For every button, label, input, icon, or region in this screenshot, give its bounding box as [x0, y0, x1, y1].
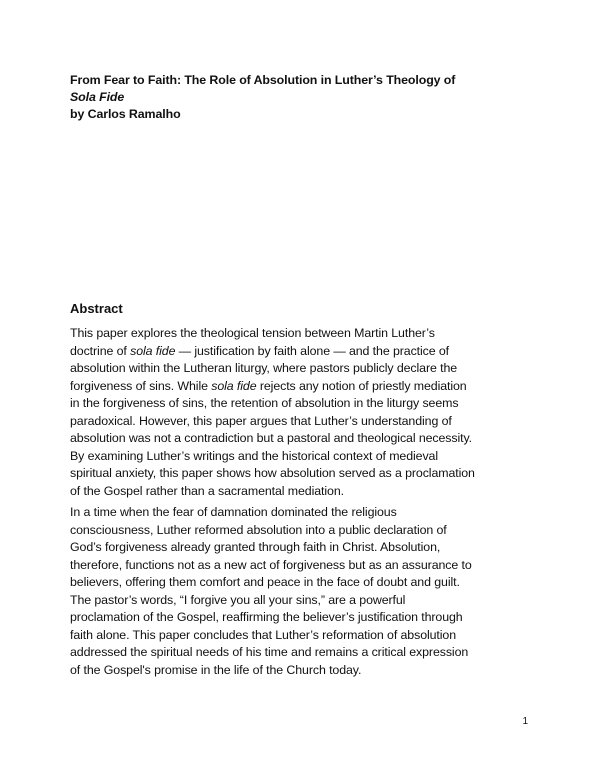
text-line: of the Gospel rather than a sacramental mediation. [70, 483, 344, 498]
abstract-heading: Abstract [70, 301, 123, 316]
text-line [70, 378, 534, 396]
text-line: paradoxical. However, this paper argues that Luther’s understanding of [70, 413, 452, 428]
text-line: addressed the spiritual needs of his time and remains a critical expression [70, 645, 469, 659]
text-run: rejects any notion of priestly mediation [256, 378, 467, 393]
author-byline: by Carlos Ramalho [70, 107, 181, 121]
text-line: God’s forgiveness already granted through faith in Christ. Absolution, [70, 540, 441, 554]
text-line: In a time when the fear of damnation dominated the religious [70, 505, 397, 519]
page-number: 1 [522, 716, 528, 727]
text-line: therefore, functions not as a new act of forgiveness but as an assurance to [70, 557, 472, 572]
text-line: By examining Luther’s writings and the historical context of medieval [70, 448, 438, 463]
italic-term: sola fide [211, 378, 257, 393]
text-line: faith alone. This paper concludes that Luther’s reformation of absolution [70, 627, 457, 642]
text-line: proclamation of the Gospel, reaffirming the believer’s justification through [70, 610, 463, 624]
text-line: absolution within the Lutheran liturgy, where pastors publicly declare the [70, 361, 458, 375]
text-run: — justification by faith alone — and the practice of [175, 343, 450, 358]
text-line: of the Gospel's promise in the life of the Church today. [70, 662, 362, 677]
abstract-paragraph-1 [70, 325, 534, 500]
text-run: forgiveness of sins. While [70, 378, 212, 393]
paper-title-continued [70, 89, 540, 106]
text-line: The pastor’s words, “I forgive you all your sins,” are a powerful [70, 592, 406, 607]
text-line: consciousness, Luther reformed absolution into a public declaration of [70, 522, 447, 537]
text-run: doctrine of [70, 343, 131, 358]
paper-title-italic: Sola Fide [70, 90, 125, 104]
text-line: believers, offering them comfort and peace in the face of doubt and guilt. [70, 575, 460, 589]
italic-term: sola fide [130, 343, 176, 358]
text-line: absolution was not a contradiction but a pastoral and theological necessity. [70, 431, 473, 445]
text-line: spiritual anxiety, this paper shows how absolution served as a proclamation [70, 466, 475, 480]
paper-title: From Fear to Faith: The Role of Absolution in Luther’s Theology of [70, 73, 456, 87]
paper-title-block [70, 72, 540, 123]
text-line [70, 343, 534, 361]
abstract-paragraph-2 [70, 504, 534, 679]
text-line: in the forgiveness of sins, the retention of absolution in the liturgy seems [70, 396, 459, 410]
text-line: This paper explores the theological tension between Martin Luther’s [70, 326, 435, 340]
